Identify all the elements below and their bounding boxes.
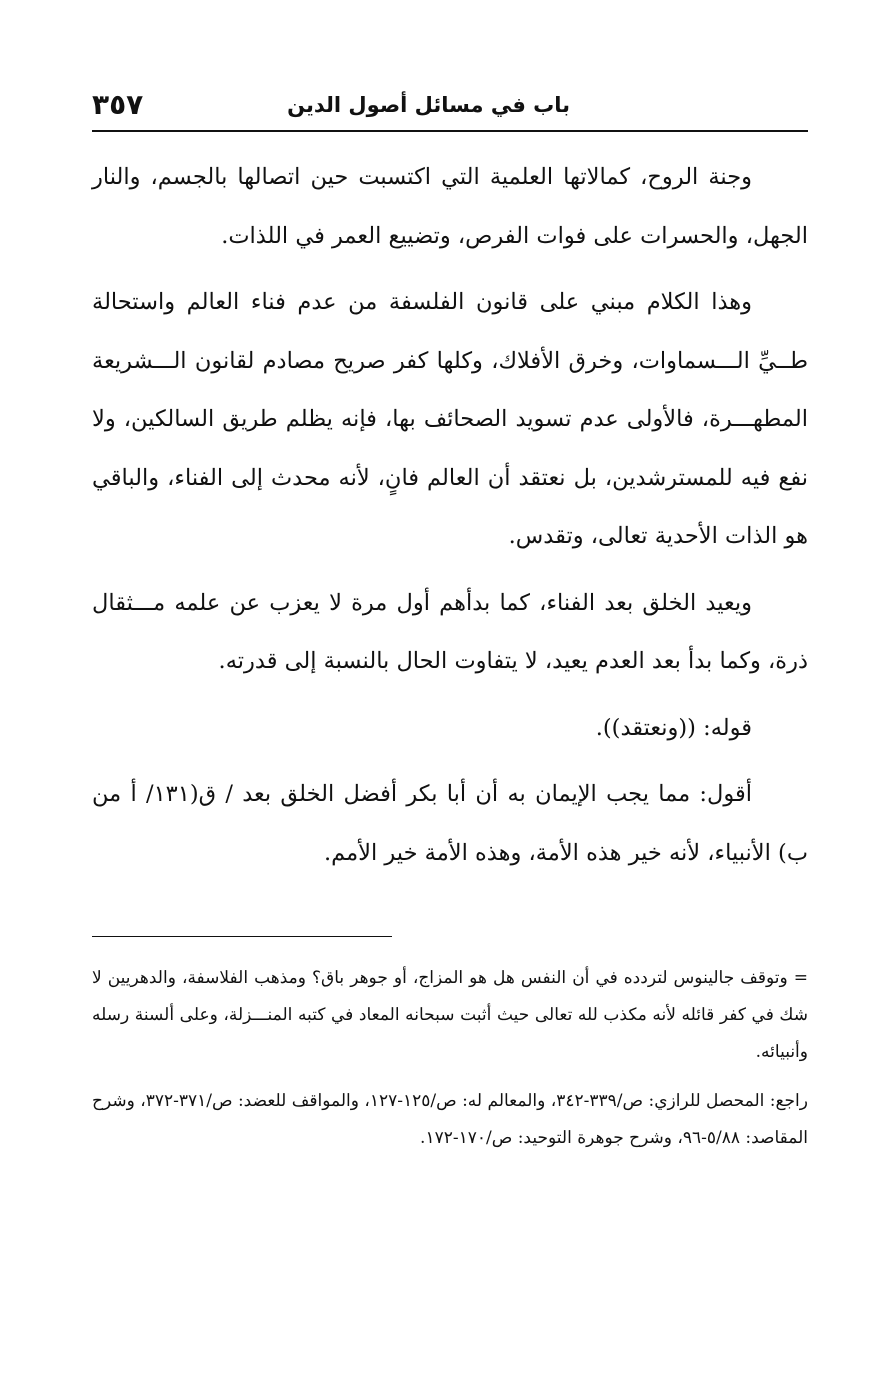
running-title: باب في مسائل أصول الدين (287, 93, 570, 117)
footnotes (92, 960, 808, 1169)
page-header (92, 80, 808, 126)
paragraph-resurrection: ويعيد الخلق بعد الفناء، كما بدأهم أول مرة لا يعزب عن علمه مـــثقال ذرة، وكما بدأ بعد العدم يعيد، لا يتفاوت الحال بالنسبة إلى قدرته. (92, 589, 808, 674)
footnote-references: راجع: المحصل للرازي: ص/٣٣٩-٣٤٢، والمعالم له: ص/١٢٥-١٢٧، والمواقف للعضد: ص/٣٧١-٣٧٢، وشرح المقاصد: ٥/٨٨-٩٦، وشرح جوهرة التوحيد: ص/١٧٠-١٧٢. (92, 1091, 808, 1148)
footnote-separator (92, 936, 392, 937)
header-rule (92, 130, 808, 132)
paragraph-quote-heading: قوله: ((ونعتقد)). (595, 714, 752, 741)
page-number: ٣٥٧ (92, 88, 144, 121)
footnote-continued: = وتوقف جالينوس لتردده في أن النفس هل هو المزاج، أو جوهر باق؟ ومذهب الفلاسفة، والدهريين لا شك في كفر قائله لأنه مكذب لله تعالى حيث أثبت سبحانه المعاد في كتبه المنـــزلة، وعلى ألسنة رسله وأنبيائه. (92, 968, 808, 1062)
book-page (92, 80, 808, 1148)
main-text (92, 148, 808, 890)
paragraph-spirit-paradise: وجنة الروح، كمالاتها العلمية التي اكتسبت حين اتصالها بالجسم، والنار الجهل، والحسرات على فوات الفرص، وتضييع العمر في اللذات. (92, 164, 808, 249)
paragraph-philosophy-critique: وهذا الكلام مبني على قانون الفلسفة من عدم فناء العالم واستحالة طــيِّ الـــسماوات، وخرق الأفلاك، وكلها كفر صريح مصادم لقانون الـــشريعة المطهـــرة، فالأولى عدم تسويد الصحائف بها، فإنه يظلم طريق السالكين، ولا نفع فيه للمسترشدين، بل نعتقد أن العالم فانٍ، لأنه محدث إلى الفناء، والباقي هو الذات الأحدية تعالى، وتقدس. (92, 289, 808, 549)
paragraph-abu-bakr: أقول: مما يجب الإيمان به أن أبا بكر أفضل الخلق بعد / ق(١٣١/ أ من ب) الأنبياء، لأنه خير هذه الأمة، وهذه الأمة خير الأمم. (92, 781, 808, 866)
